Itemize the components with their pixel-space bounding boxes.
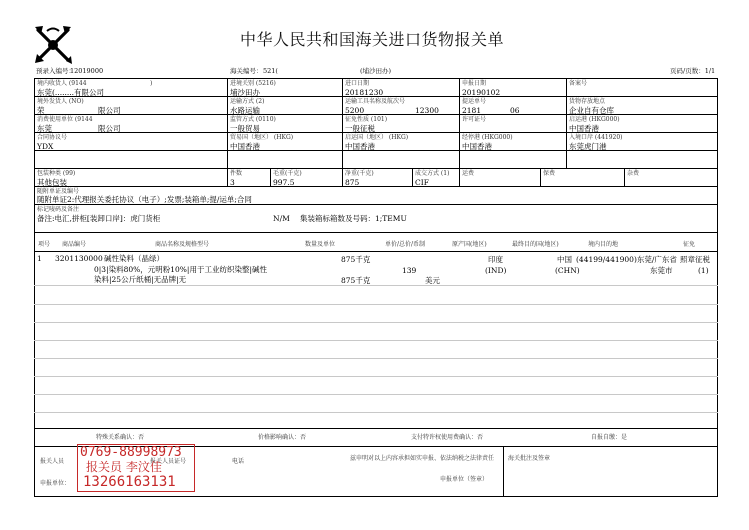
goods-qty-1: 875千克 xyxy=(341,255,371,264)
goods-dest-code: (CHN) xyxy=(555,266,580,275)
trade-country-label: 贸易国（地区） (HKG) xyxy=(230,134,294,141)
transit-port-label: 经停港 (HKG000) xyxy=(462,134,513,141)
page-info: 页码/页数：1/1 xyxy=(670,67,716,75)
stamp-declarant: 报关员 李汶佳 xyxy=(86,460,162,474)
overseas-shipper-label: 境外发货人 (NO) xyxy=(37,98,84,105)
declarant-cert-label: 报关人员证号 xyxy=(150,458,187,465)
supervision-mode-label: 监管方式 (0110) xyxy=(230,116,276,123)
col-name-spec: 商品名称及规格型号 xyxy=(155,241,210,248)
entry-port-value: 埔沙田办 xyxy=(230,88,260,97)
col-destination: 最终目的国(地区) xyxy=(512,241,559,248)
bill-of-lading-label: 提运单号 xyxy=(462,98,487,105)
pieces-label: 件数 xyxy=(230,170,243,177)
col-price: 单价/总价/币制 xyxy=(385,241,426,248)
pieces-value: 3 xyxy=(230,178,235,187)
domestic-consignee-label-end: ) xyxy=(150,80,153,87)
departure-country-label: 启运国（地区） (HKG) xyxy=(345,134,409,141)
entry-port-label: 进境关别 (5216) xyxy=(230,80,276,87)
goods-domestic-dest: (44199/441900)东莞/广东省 xyxy=(576,255,677,264)
gross-weight-label: 毛重(千克) xyxy=(273,170,302,177)
phone-label: 电话 xyxy=(232,458,245,465)
departure-port-label: 启运港 (HKG000) xyxy=(569,116,620,123)
insurance-label: 保费 xyxy=(543,170,556,177)
legal-statement: 兹申明对以上内容承担如实申报、依法纳税之法律责任 xyxy=(350,455,495,462)
marks-remarks-label: 标记唛码及备注 xyxy=(37,206,80,213)
goods-origin-code: (IND) xyxy=(485,266,507,275)
license-no-label: 许可证号 xyxy=(462,116,487,123)
departure-country-value: 中国香港 xyxy=(345,142,375,151)
royalty-payment: 支付特许权使用费确认：否 xyxy=(411,434,484,441)
consumer-unit-value-2: 限公司 xyxy=(98,124,121,133)
self-report-payment: 自报自缴：是 xyxy=(591,434,628,441)
stamp-phone: 0769-88998973 xyxy=(80,445,182,460)
goods-origin: 印度 xyxy=(488,255,503,264)
col-duty: 征免 xyxy=(683,241,696,248)
storage-location-label: 货物存放地点 xyxy=(569,98,606,105)
transport-mode-label: 运输方式 (2) xyxy=(230,98,265,105)
supervision-mode-value: 一般贸易 xyxy=(230,124,260,133)
contract-no-label: 合同协议号 xyxy=(37,134,68,141)
customs-emblem-icon xyxy=(31,23,75,67)
vessel-voyage-value: 5200 xyxy=(345,106,365,115)
goods-name: 碱性染料（晶绿） xyxy=(104,254,164,263)
package-type-value: 其他包装 xyxy=(37,178,67,187)
goods-spec-line2: 染料|25公斤纸桶|无品牌|无 xyxy=(94,275,187,284)
customs-number: 521( xyxy=(263,67,278,75)
consumer-unit-value: 东莞 xyxy=(37,124,52,133)
record-no-label: 备案号 xyxy=(569,80,588,87)
pre-entry-label: 预录入编号： xyxy=(36,67,75,75)
customs-no-label: 海关编号： xyxy=(230,67,263,75)
marks-remarks-value: 备注:电汇,拼柜[装卸口岸]：虎门货柜 xyxy=(37,214,161,223)
freight-label: 运费 xyxy=(462,170,475,177)
attached-docs-value: 随附单证2:代理报关委托协议（电子）;发票;装箱单;提/运单;合同 xyxy=(37,195,252,204)
pre-entry-number: 12019000 xyxy=(70,67,104,75)
col-code: 商品编号 xyxy=(62,241,87,248)
goods-total: 139 xyxy=(402,266,417,275)
consumer-unit-label: 消费使用单位 (9144 xyxy=(37,116,93,123)
vessel-voyage-label: 运输工具名称及航次号 xyxy=(345,98,406,105)
overseas-shipper-value: 荣 xyxy=(37,106,45,115)
declare-unit-sign: 申报单位（签章） xyxy=(440,476,489,483)
trade-country-value: 中国香港 xyxy=(230,142,260,151)
misc-fee-label: 杂费 xyxy=(627,170,640,177)
col-origin: 原产国(地区) xyxy=(452,241,487,248)
overseas-shipper-value-2: 限公司 xyxy=(98,106,121,115)
goods-currency: 美元 xyxy=(425,276,440,285)
bill-of-lading-value-2: 06 xyxy=(510,106,520,115)
domestic-consignee-label: 境内收货人 (9144 xyxy=(37,80,87,87)
trade-terms-label: 成交方式 (1) xyxy=(415,170,450,177)
price-impact: 价格影响确认：否 xyxy=(258,434,307,441)
goods-duty-code: (1) xyxy=(698,266,709,275)
gross-weight-value: 997.5 xyxy=(273,178,295,187)
declare-date-value: 20190102 xyxy=(462,88,501,97)
contract-no-value: YDX xyxy=(37,142,54,151)
vessel-voyage-value-2: 12300 xyxy=(415,106,439,115)
domestic-consignee-value: 东莞(........有限公司 xyxy=(37,88,104,97)
attached-docs-label: 随附单证及编号 xyxy=(37,188,80,195)
entry-point-label: 入境口岸 (441920) xyxy=(569,134,623,141)
col-item: 项号 xyxy=(38,241,51,248)
entry-point-value: 东莞虎门港 xyxy=(569,142,607,151)
net-weight-label: 净重(千克) xyxy=(345,170,374,177)
storage-location-value: 企业自有仓库 xyxy=(569,106,614,115)
declare-date-label: 申报日期 xyxy=(462,80,487,87)
transit-port-value: 中国香港 xyxy=(462,142,492,151)
col-quantity: 数量及单位 xyxy=(305,241,336,248)
stamp-mobile: 13266163131 xyxy=(83,474,176,490)
goods-qty-2: 875千克 xyxy=(341,276,371,285)
import-date-value: 20181230 xyxy=(345,88,384,97)
levy-nature-label: 征免性质 (101) xyxy=(345,116,388,123)
departure-port-value: 中国香港 xyxy=(569,124,599,133)
customs-office: (埔沙田办) xyxy=(360,67,392,75)
package-type-label: 包装种类 (99) xyxy=(37,170,76,177)
bill-of-lading-value: 2181 xyxy=(462,106,482,115)
trade-terms-value: CIF xyxy=(415,178,429,187)
declare-unit-label: 申报单位： xyxy=(40,480,71,487)
goods-dest: 中国 xyxy=(557,255,572,264)
import-date-label: 进口日期 xyxy=(345,80,370,87)
net-weight-value: 875 xyxy=(345,178,360,187)
goods-code: 3201130000 xyxy=(55,254,103,263)
col-domestic-dest: 境内目的地 xyxy=(588,241,619,248)
declarant-label: 报关人员 xyxy=(40,458,65,465)
goods-domestic-city: 东莞市 xyxy=(650,266,673,275)
marks-nm: N/M xyxy=(273,214,290,223)
container-info: 集装箱标箱数及号码：1;TEMU xyxy=(300,214,407,223)
goods-spec-line1: 0|3|染料80%，元明粉10%|用于工业纺织染整|碱性 xyxy=(94,265,267,274)
special-relationship: 特殊关系确认：否 xyxy=(96,434,145,441)
goods-item-no: 1 xyxy=(37,254,42,263)
document-title: 中华人民共和国海关进口货物报关单 xyxy=(240,30,505,49)
goods-duty: 照章征税 xyxy=(680,255,710,264)
transport-mode-value: 水路运输 xyxy=(230,106,260,115)
levy-nature-value: 一般征税 xyxy=(345,124,375,133)
customs-remarks-label: 海关批注及签章 xyxy=(508,455,551,462)
